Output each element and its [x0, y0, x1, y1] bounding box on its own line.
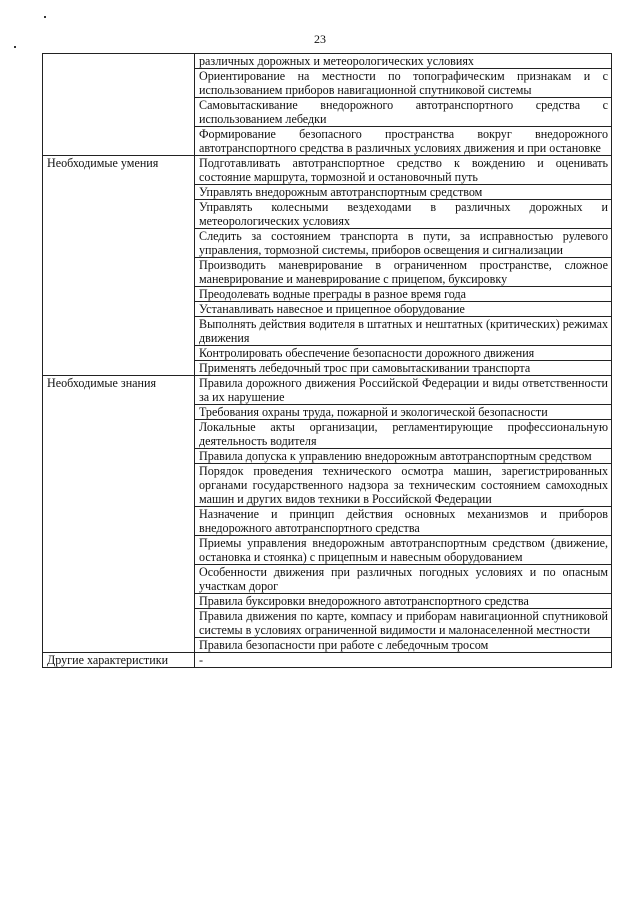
table-row [43, 156, 612, 185]
requirement-cell: Производить маневрирование в ограниченном пространстве, сложное маневрирование и маневрирование с прицепом, буксировку [195, 258, 612, 287]
requirement-cell: Контролировать обеспечение безопасности дорожного движения [195, 346, 612, 361]
requirement-cell: Подготавливать автотранспортное средство к вождению и оценивать состояние маршрута, тормозной и остановочный путь [195, 156, 612, 185]
requirement-cell: Назначение и принцип действия основных механизмов и приборов внедорожного автотранспортного средства [195, 507, 612, 536]
page-number: 23 [314, 32, 326, 46]
requirement-cell: - [195, 653, 612, 668]
requirement-cell: Формирование безопасного пространства вокруг внедорожного автотранспортного средства в различных условиях движения и при остановке [195, 127, 612, 156]
scan-speck [44, 16, 46, 18]
requirement-cell: Правила допуска к управлению внедорожным автотранспортным средством [195, 449, 612, 464]
requirement-cell: Особенности движения при различных погодных условиях и по опасным участкам дорог [195, 565, 612, 594]
requirement-cell: Правила дорожного движения Российской Федерации и виды ответственности за их нарушение [195, 376, 612, 405]
table-row [43, 54, 612, 69]
requirement-cell: Порядок проведения технического осмотра машин, зарегистрированных органами государственного надзора за техническим состоянием самоходных машин и других видов техники в Российской Федерации [195, 464, 612, 507]
requirement-cell: Следить за состоянием транспорта в пути, за исправностью рулевого управления, тормозной системы, приборов освещения и сигнализации [195, 229, 612, 258]
requirement-cell: Правила буксировки внедорожного автотранспортного средства [195, 594, 612, 609]
section-label: Необходимые умения [43, 156, 195, 376]
requirement-cell: Требования охраны труда, пожарной и экологической безопасности [195, 405, 612, 420]
requirement-cell: Устанавливать навесное и прицепное оборудование [195, 302, 612, 317]
table-row [43, 376, 612, 405]
requirement-cell: Локальные акты организации, регламентирующие профессиональную деятельность водителя [195, 420, 612, 449]
requirement-cell: Управлять колесными вездеходами в различных дорожных и метеорологических условиях [195, 200, 612, 229]
requirement-cell: Применять лебедочный трос при самовытаскивании транспорта [195, 361, 612, 376]
requirement-cell: Выполнять действия водителя в штатных и нештатных (критических) режимах движения [195, 317, 612, 346]
requirement-cell: Правила движения по карте, компасу и приборам навигационной спутниковой системы в условиях ограниченной видимости и малонаселенной местности [195, 609, 612, 638]
requirement-cell: Ориентирование на местности по топографическим признакам и с использованием приборов навигационной спутниковой системы [195, 69, 612, 98]
requirement-cell: различных дорожных и метеорологических условиях [195, 54, 612, 69]
qualification-table [42, 53, 612, 668]
requirement-cell: Правила безопасности при работе с лебедочным тросом [195, 638, 612, 653]
requirement-cell: Самовытаскивание внедорожного автотранспортного средства с использованием лебедки [195, 98, 612, 127]
requirement-cell: Управлять внедорожным автотранспортным средством [195, 185, 612, 200]
requirement-cell: Приемы управления внедорожным автотранспортным средством (движение, остановка и стоянка) с прицепным и навесным оборудованием [195, 536, 612, 565]
section-label [43, 54, 195, 156]
section-label: Необходимые знания [43, 376, 195, 653]
section-label: Другие характеристики [43, 653, 195, 668]
requirement-cell: Преодолевать водные преграды в разное время года [195, 287, 612, 302]
table-row [43, 653, 612, 668]
qualification-table-body [43, 54, 612, 668]
